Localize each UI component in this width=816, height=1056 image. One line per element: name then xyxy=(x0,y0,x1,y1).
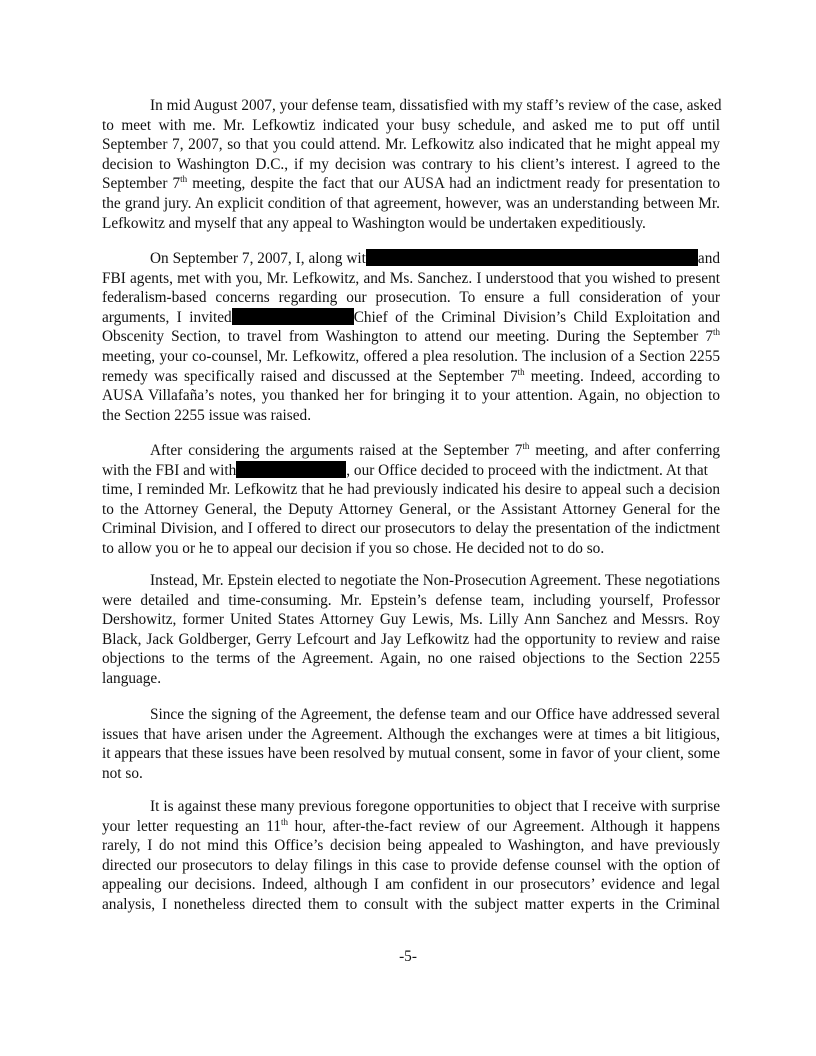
text-line xyxy=(102,817,720,837)
text-line xyxy=(102,308,720,328)
text-line: rarely, I do not mind this Office’s decision being appealed to Washington, and have previously xyxy=(102,837,720,855)
text-line: time, I reminded Mr. Lefkowitz that he had previously indicated his desire to appeal such a decision xyxy=(102,481,720,499)
text-line: AUSA Villafaña’s notes, you thanked her for bringing it to your attention. Again, no objection to xyxy=(102,387,720,405)
text-line: not so. xyxy=(102,764,143,782)
text-line: Dershowitz, former United States Attorney Guy Lewis, Ms. Lilly Ann Sanchez and Messrs. Roy xyxy=(102,611,720,629)
redaction-block xyxy=(232,308,354,325)
text-line: Black, Jack Goldberger, Gerry Lefcourt and Jay Lefkowitz had the opportunity to review and raise xyxy=(102,630,720,648)
text-run: On September 7, 2007, I, along wit xyxy=(150,250,366,267)
text-line: analysis, I nonetheless directed them to consult with the subject matter experts in the Criminal xyxy=(102,895,720,913)
paragraph-5 xyxy=(102,705,720,783)
text-run: your letter requesting an 11 xyxy=(102,817,281,835)
text-line: to the Attorney General, the Deputy Attorney General, or the Assistant Attorney General for the xyxy=(102,500,720,518)
text-line: meeting, your co-counsel, Mr. Lefkowitz, offered a plea resolution. The inclusion of a Section 2255 xyxy=(102,347,720,365)
text-run: After considering the arguments raised at the September 7 xyxy=(150,442,523,459)
text-line: In mid August 2007, your defense team, dissatisfied with my staff’s review of the case, asked xyxy=(150,97,722,114)
text-run: meeting. Indeed, according to xyxy=(524,367,720,385)
paragraph-3 xyxy=(102,441,720,559)
text-line: issues that have arisen under the Agreement. Although the exchanges were at times a bit litigious, xyxy=(102,725,720,743)
text-line xyxy=(102,249,720,269)
text-line: directed our prosecutors to delay filings in this case to provide defense counsel with the option of xyxy=(102,856,720,874)
text-line: Lefkowitz and myself that any appeal to Washington would be undertaken expeditiously. xyxy=(102,214,646,232)
superscript: th xyxy=(281,816,289,827)
text-run: with the FBI and with xyxy=(102,461,237,479)
text-line: to allow you or he to appeal our decision if you so chose. He decided not to do so. xyxy=(102,539,605,557)
text-line: were detailed and time-consuming. Mr. Epstein’s defense team, including yourself, Professor xyxy=(102,591,720,609)
paragraph-6 xyxy=(102,797,720,915)
text-run: Chief of the Criminal Division’s Child Exploitation and xyxy=(353,308,720,326)
text-run: , our Office decided to proceed with the indictment. At that xyxy=(346,461,708,479)
superscript: th xyxy=(522,441,530,451)
paragraph-1 xyxy=(102,96,720,233)
text-run: hour, after-the-fact review of our Agreement. Although it happens xyxy=(288,817,720,835)
text-line: it appears that these issues have been resolved by mutual consent, some in favor of your client, some xyxy=(102,745,720,763)
page-number: -5- xyxy=(399,948,417,965)
text-line xyxy=(102,461,720,481)
text-line: Criminal Division, and I offered to direct our prosecutors to delay the presentation of the indictment xyxy=(102,520,720,538)
superscript: th xyxy=(180,174,188,185)
superscript: th xyxy=(517,366,525,377)
text-line: It is against these many previous foregone opportunities to object that I receive with surprise xyxy=(150,798,720,815)
text-line: decision to Washington D.C., if my decision was contrary to his client’s interest. I agreed to the xyxy=(102,155,720,173)
text-run: Obscenity Section, to travel from Washington to attend our meeting. During the September 7 xyxy=(102,328,713,346)
text-line: the Section 2255 issue was raised. xyxy=(102,406,312,424)
text-line: the grand jury. An explicit condition of that agreement, however, was an understanding between Mr. xyxy=(102,194,720,212)
text-run: remedy was specifically raised and discussed at the September 7 xyxy=(102,367,518,385)
paragraph-2 xyxy=(102,249,720,425)
text-run: meeting, despite the fact that our AUSA had an indictment ready for presentation to xyxy=(187,175,721,193)
text-line: objections to the terms of the Agreement. Again, no one raised objections to the Section 2255 xyxy=(102,650,720,668)
text-line: federalism-based concerns regarding our prosecution. To ensure a full consideration of your xyxy=(102,289,720,307)
text-run: September 7 xyxy=(102,175,181,193)
text-line: FBI agents, met with you, Mr. Lefkowitz, and Ms. Sanchez. I understood that you wished to present xyxy=(102,269,720,287)
text-line: Since the signing of the Agreement, the defense team and our Office have addressed several xyxy=(150,706,720,723)
redaction-block xyxy=(366,249,698,266)
text-line: appealing our decisions. Indeed, although I am confident in our prosecutors’ evidence and legal xyxy=(102,876,720,894)
text-line xyxy=(102,367,720,387)
text-run: and xyxy=(697,250,720,267)
superscript: th xyxy=(712,327,720,338)
text-line: Instead, Mr. Epstein elected to negotiate the Non-Prosecution Agreement. These negotiations xyxy=(150,572,720,589)
text-line xyxy=(102,174,720,194)
text-line: to meet with me. Mr. Lefkowtiz indicated your busy schedule, and asked me to put off until xyxy=(102,116,720,134)
text-line: language. xyxy=(102,669,162,687)
text-line xyxy=(102,327,720,347)
text-line: September 7, 2007, so that you could attend. Mr. Lefkowitz also indicated that he might appeal my xyxy=(102,136,720,154)
paragraph-4 xyxy=(102,571,720,689)
text-line xyxy=(102,441,720,461)
text-run: arguments, I invited xyxy=(102,308,232,326)
redaction-block xyxy=(236,461,346,478)
text-run: meeting, and after conferring xyxy=(529,442,720,459)
